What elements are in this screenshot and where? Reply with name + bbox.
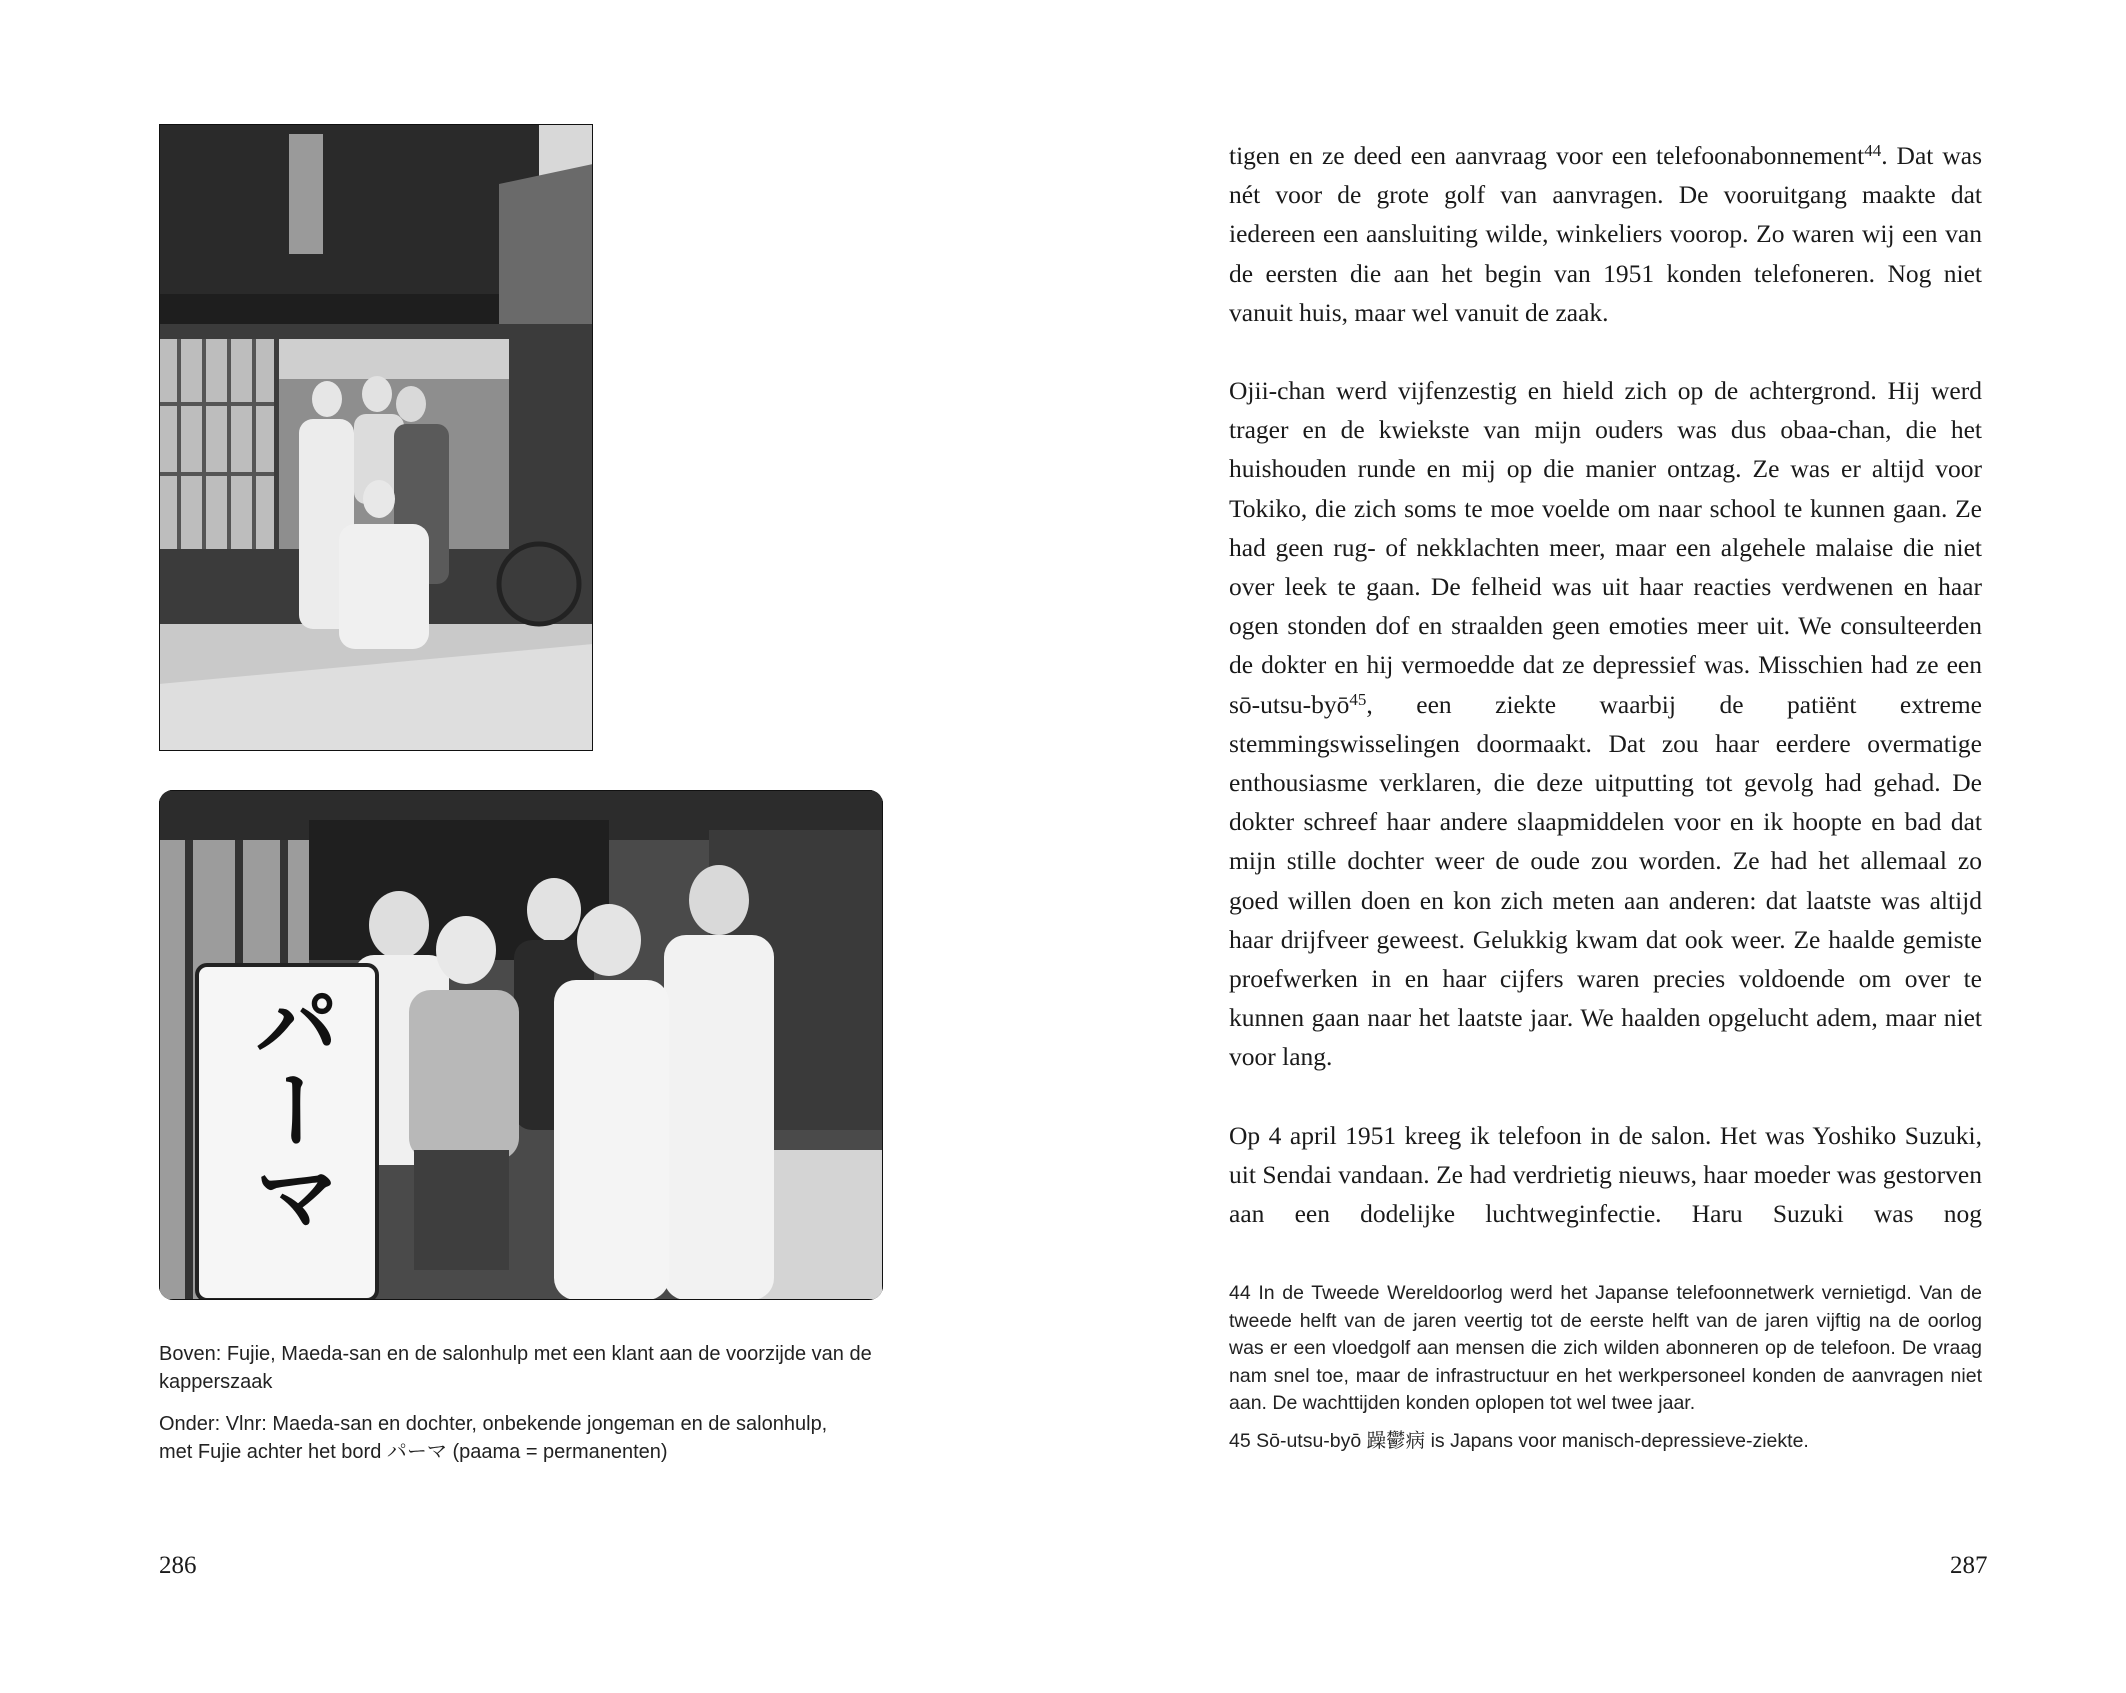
- caption-bottom-line-2: met Fujie achter het bord パーマ (paama = permanenten): [159, 1441, 668, 1463]
- page-number-left: 286: [159, 1552, 197, 1579]
- footnote-ref-45: 45: [1349, 689, 1367, 709]
- footnotes: [1229, 1280, 1982, 1465]
- caption-bottom-photo: [159, 1410, 899, 1466]
- paragraph-2: [1229, 371, 1982, 1077]
- photo-paama-sign-bottom: [159, 790, 883, 1300]
- paragraph-1-text-b: . Dat was nét voor de grote golf van aanvragen. De vooruitgang maakte dat iedereen een aansluiting wilde, winkeliers voorop. Zo waren wij een van de eersten die aan het begin van 1951 konden telefoneren. Nog niet vanuit huis, maar wel vanuit de zaak.: [1229, 141, 1982, 327]
- storefront-photo-illustration: [159, 124, 593, 751]
- paragraph-3: Op 4 april 1951 kreeg ik telefoon in de salon. Het was Yoshiko Suzuki, uit Sendai vandaan. Ze had verdrietig nieuws, haar moeder was gestorven aan een dodelijke luchtweginfectie. Haru Suzuki was nog: [1229, 1120, 1982, 1229]
- caption-bottom-line-1: Onder: Vlnr: Maeda-san en dochter, onbekende jongeman en de salonhulp,: [159, 1413, 828, 1435]
- caption-top-photo: Boven: Fujie, Maeda-san en de salonhulp met een klant aan de voorzijde van de kapperszaak: [159, 1343, 872, 1393]
- footnote-45: 45 Sō-utsu-byō 躁鬱病 is Japans voor manisch-depressieve-ziekte.: [1229, 1429, 1809, 1452]
- photo-storefront-top: [159, 124, 593, 751]
- body-text: [1229, 136, 1982, 1272]
- paragraph-2-text-b: , een ziekte waarbij de patiënt extreme stemmingswisselingen doormaakt. Dat zou haar eerdere overmatige enthousiasme verklaren, die deze uitputting tot gevolg had gehad. De dokter schreef haar andere slaapmiddelen voor en ik hoopte en bad dat mijn stille dochter weer de oude zou worden. Ze had het allemaal zo goed willen doen en kon zich meten aan anderen: dat laatste was altijd haar drijfveer geweest. Gelukkig kwam dat ook weer. Ze haalde gemiste proefwerken in en haar cijfers waren precies voldoende om over te kunnen gaan naar het laatste jaar. We haalden opgelucht adem, maar niet voor lang.: [1229, 689, 1982, 1072]
- footnote-ref-44: 44: [1864, 141, 1882, 160]
- footnote-44: 44 In de Tweede Wereldoorlog werd het Japanse telefoonnetwerk vernietigd. Van de tweede helft van de jaren veertig tot de eerste helft van de jaren vijftig na de oorlog was er een vloedgolf aan mensen die zich wilden abonneren op de telefoon. De vraag nam snel toe, maar de infrastructuur en het werkpersoneel konden de aanvragen niet aan. De wachttijden konden oplopen tot wel twee jaar.: [1229, 1282, 1982, 1414]
- paragraph-1: [1229, 136, 1982, 332]
- page-number-right: 287: [1950, 1552, 1988, 1579]
- paama-sign-text: パーマ: [239, 980, 339, 1238]
- paragraph-1-text-a: tigen en ze deed een aanvraag voor een telefoonabonnement: [1229, 141, 1865, 170]
- paragraph-2-text-a: Ojii-chan werd vijfenzestig en hield zich op de achtergrond. Hij werd trager en de kwiekste van mijn ouders was dus obaa-chan, die het huishouden runde en mij op die manier ontzag. Ze was er altijd voor Tokiko, die zich soms te moe voelde om naar school te kunnen gaan. Ze had geen rug- of nekklachten meer, maar een algehele malaise die niet over leek te gaan. De felheid was uit haar reacties verdwenen en haar ogen stonden dof en straalden geen emoties meer uit. We consulteerden de dokter en hij vermoedde dat ze depressief was. Misschien had ze een sō-utsu-byō: [1229, 376, 1982, 719]
